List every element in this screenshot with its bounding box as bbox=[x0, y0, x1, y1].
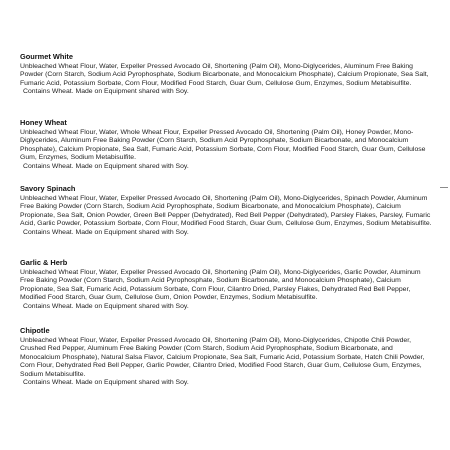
allergen-statement: Contains Wheat. Made on Equipment shared with Soy. bbox=[23, 88, 189, 96]
product-section-savory-spinach bbox=[20, 184, 435, 237]
ingredients-list: Unbleached Wheat Flour, Water, Expeller Pressed Avocado Oil, Shortening (Palm Oil), Mono-Diglycerides, Chipotle Chili Powder, Crushed Red Pepper, Aluminum Free Baking Powder (Corn Starch, Sodium Acid Pyrophosphate, Sodium Bicarbonate, and Monocalcium Phosphate), Natural Salsa Flavor, Calcium Propionate, Sea Salt, Fumaric Acid, Potassium Sorbate, Hatch Chili Powder, Corn Flour, Dehydrated Red Bell Pepper, Garlic Powder, Cilantro Dried, Modified Food Starch, Guar Gum, Cellulose Gum, Enzymes, Sodium Metabisulfite. bbox=[20, 337, 425, 378]
product-title: Honey Wheat bbox=[20, 118, 67, 127]
product-section-garlic-herb bbox=[20, 258, 435, 311]
product-section-chipotle bbox=[20, 326, 435, 387]
ingredients-list: Unbleached Wheat Flour, Water, Expeller Pressed Avocado Oil, Shortening (Palm Oil), Mono-Diglycerides, Garlic Powder, Aluminum Free Baking Powder (Corn Starch, Sodium Acid Pyrophosphate, Sodium Bicarbonate, and Monocalcium Phosphate), Calcium Propionate, Sea Salt, Fumaric Acid, Potassium Sorbate, Corn Flour, Cilantro Dried, Parsley Flakes, Dehydrated Red Bell Pepper, Modified Food Starch, Guar Gum, Cellulose Gum, Onion Powder, Enzymes, Sodium Metabisulfite. bbox=[20, 269, 421, 302]
product-title: Gourmet White bbox=[20, 52, 73, 61]
product-title: Chipotle bbox=[20, 326, 50, 335]
ingredients-text-block bbox=[20, 337, 435, 387]
ingredients-list: Unbleached Wheat Flour, Water, Expeller Pressed Avocado Oil, Shortening (Palm Oil), Mono-Diglycerides, Spinach Powder, Aluminum Free Baking Powder (Corn Starch, Sodium Acid Pyrophosphate, Sodium Bicarbonate, and Monocalcium Phosphate), Calcium Propionate, Sea Salt, Onion Powder, Green Bell Pepper (Dehydrated), Red Bell Pepper (Dehydrated), Parsley Flakes, Parsley, Fumaric Acid, Garlic Powder, Potassium Sorbate, Corn Flour, Modified Food Starch, Guar Gum, Cellulose Gum, Enzymes, Sodium Metabisulfite. bbox=[20, 195, 432, 228]
allergen-statement: Contains Wheat. Made on Equipment shared with Soy. bbox=[23, 228, 189, 236]
edge-divider-mark bbox=[440, 187, 448, 188]
product-title: Garlic & Herb bbox=[20, 258, 68, 267]
ingredients-text-block bbox=[20, 195, 435, 237]
ingredients-text-block bbox=[20, 269, 435, 311]
ingredients-text-block bbox=[20, 63, 435, 97]
ingredients-list: Unbleached Wheat Flour, Water, Expeller Pressed Avocado Oil, Shortening (Palm Oil), Mono-Diglycerides, Aluminum Free Baking Powder (Corn Starch, Sodium Acid Pyrophosphate, Sodium Bicarbonate, and Monocalcium Phosphate), Calcium Propionate, Sea Salt, Fumaric Acid, Potassium Sorbate, Corn Flour, Modified Food Starch, Guar Gum, Cellulose Gum, Enzymes, Sodium Metabisulfite. bbox=[20, 63, 429, 87]
allergen-statement: Contains Wheat. Made on Equipment shared with Soy. bbox=[23, 162, 189, 170]
product-section-gourmet-white bbox=[20, 52, 435, 97]
product-section-honey-wheat bbox=[20, 118, 435, 171]
ingredients-list: Unbleached Wheat Flour, Water, Whole Wheat Flour, Expeller Pressed Avocado Oil, Shortening (Palm Oil), Honey Powder, Mono-Diglycerides, Aluminum Free Baking Powder (Corn Starch, Sodium Acid Pyrophosphate, Sodium Bicarbonate, and Monocalcium Phosphate), Calcium Propionate, Sea Salt, Fumaric Acid, Potassium Sorbate, Corn Flour, Modified Food Starch, Guar Gum, Cellulose Gum, Enzymes, Sodium Metabisulfite. bbox=[20, 129, 426, 162]
product-title: Savory Spinach bbox=[20, 184, 76, 193]
allergen-statement: Contains Wheat. Made on Equipment shared with Soy. bbox=[23, 379, 189, 387]
ingredients-text-block bbox=[20, 129, 435, 171]
allergen-statement: Contains Wheat. Made on Equipment shared with Soy. bbox=[23, 302, 189, 310]
